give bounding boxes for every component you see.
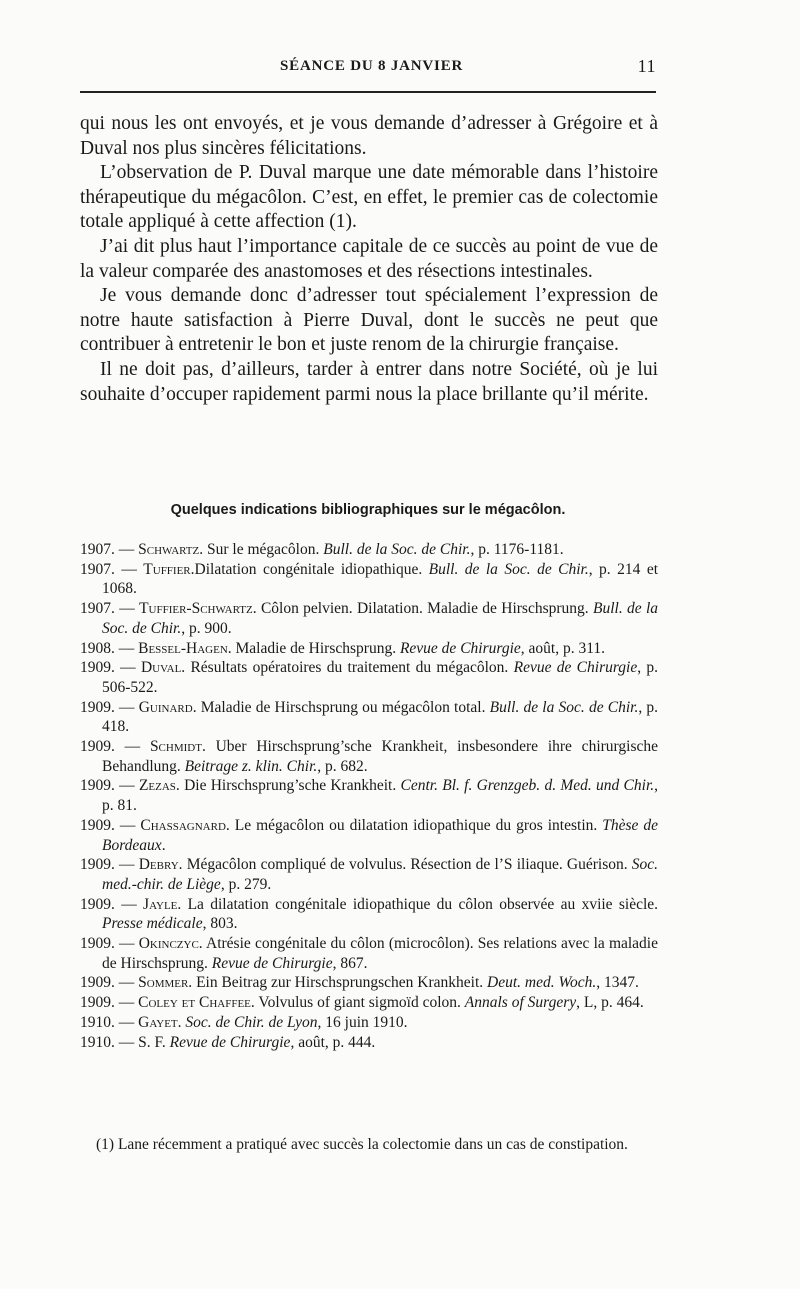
entry-year: 1909. — (80, 974, 135, 992)
entry-text: Sur le mégacôlon. (207, 541, 320, 558)
page-number: 11 (637, 56, 656, 76)
entry-year: 1909. — (80, 994, 135, 1012)
entry-rest: . (161, 836, 166, 854)
entry-year: 1909. — (80, 895, 137, 913)
entry-rest: , L, p. 464. (576, 994, 644, 1012)
bibliography-entry (80, 776, 658, 815)
entry-year: 1909. — (80, 935, 135, 953)
entry-source: Soc. de Chir. de Lyon (185, 1013, 318, 1031)
entry-rest: , 803. (202, 915, 238, 933)
bibliography-list (80, 540, 658, 1052)
entry-source: Thèse de Bordeaux (102, 816, 659, 854)
bibliography-entry (80, 855, 658, 894)
entry-text: Maladie de Hirschsprung ou mégacôlon total. (200, 698, 486, 716)
page-header (80, 54, 656, 84)
entry-rest: , 1347. (596, 974, 639, 992)
entry-year: 1909. — (80, 659, 136, 677)
entry-author: Duval. (140, 659, 186, 677)
entry-rest: , p. 418. (102, 698, 659, 736)
entry-text: Côlon pelvien. Dilatation. Maladie de Hirschsprung. (260, 600, 589, 618)
entry-year: 1909. — (80, 738, 141, 756)
entry-rest: , p. 81. (102, 777, 659, 815)
paragraph: J’ai dit plus haut l’importance capitale de ce succès au point de vue de la valeur comparée des anastomoses et des résections intestinales. (80, 235, 658, 282)
entry-author: Bessel-Hagen. (138, 639, 232, 657)
entry-year: 1909. — (80, 816, 136, 834)
entry-text: Ein Beitrag zur Hirschsprungschen Krankheit. (196, 974, 484, 992)
header-rule (80, 91, 656, 93)
bibliography-title: Quelques indications bibliographiques sur le mégacôlon. (170, 502, 566, 518)
bibliography-entry (80, 993, 658, 1013)
entry-author: Guinard. (138, 698, 197, 716)
entry-source: Soc. med.-chir. de Liège (102, 856, 659, 893)
bibliography-entry (80, 816, 658, 855)
bibliography-entry (80, 973, 658, 993)
bibliography-entry (80, 1013, 658, 1033)
entry-author: Okinczyc. (138, 935, 203, 953)
entry-rest: , p. 682. (317, 757, 368, 775)
entry-author: Sommer. (138, 974, 193, 992)
paragraph: Il ne doit pas, d’ailleurs, tarder à entrer dans notre Société, où je lui souhaite d’occuper rapidement parmi nous la place brillante qu’il mérite. (80, 358, 658, 405)
entry-author: Coley et Chaffee. (138, 994, 255, 1012)
running-title: SÉANCE DU 8 JANVIER (280, 58, 464, 74)
bibliography-entry (80, 895, 658, 934)
entry-text: Résultats opératoires du traitement du mégacôlon. (190, 659, 509, 677)
entry-text: Dilatation congénitale idiopathique. (194, 560, 423, 578)
entry-rest: , août, p. 311. (520, 639, 606, 657)
entry-rest: , p. 900. (181, 619, 232, 637)
entry-author: Chassagnard. (140, 816, 230, 834)
paragraph: Je vous demande donc d’adresser tout spécialement l’expression de notre haute satisfaction à Pierre Duval, dont le succès ne peut que contribuer à entretenir le bon et juste renom de la chirurgie française. (80, 285, 658, 356)
entry-year: 1910. — (80, 1033, 135, 1051)
entry-rest: , p. 279. (220, 875, 272, 893)
bibliography-entry (80, 737, 658, 776)
bibliography-entry (80, 639, 658, 659)
entry-text: La dilatation congénitale idiopathique du côlon observée au xviie siècle. (187, 895, 659, 913)
bibliography-entry (80, 698, 658, 737)
entry-rest: , 16 juin 1910. (317, 1013, 408, 1031)
entry-source: Bull. de la Soc. de Chir. (323, 541, 471, 558)
entry-author: Jayle. (143, 895, 182, 913)
entry-text: Mégacôlon compliqué de volvulus. Résection de l’S iliaque. Guérison. (186, 856, 628, 874)
entry-source: Revue de Chirurgie (399, 639, 521, 657)
entry-year: 1907. — (80, 560, 137, 578)
entry-author: Schmidt. (149, 738, 206, 756)
entry-source: Presse médicale (102, 915, 203, 933)
entry-source: Revue de Chirurgie (513, 659, 638, 677)
entry-text: Volvulus of giant sigmoïd colon. (258, 994, 461, 1012)
entry-source: Bull. de la Soc. de Chir. (489, 698, 639, 716)
entry-text: Le mégacôlon ou dilatation idiopathique du gros intestin. (234, 816, 598, 834)
entry-source: Centr. Bl. f. Grenzgeb. d. Med. und Chir. (400, 777, 655, 795)
entry-year: 1909. — (80, 698, 135, 716)
entry-source: Beitrage z. klin. Chir. (184, 757, 318, 775)
bibliography-entry (80, 658, 658, 697)
bibliography-entry (80, 540, 658, 560)
bibliography-entry (80, 560, 658, 599)
entry-rest: , p. 506-522. (102, 659, 659, 696)
footnote-text: (1) Lane récemment a pratiqué avec succès la colectomie dans un cas de constipation. (96, 1136, 628, 1153)
entry-author: Debry. (138, 856, 183, 874)
entry-source: Bull. de la Soc. de Chir. (428, 560, 589, 578)
entry-source: Annals of Surgery (464, 994, 577, 1012)
entry-source: Deut. med. Woch. (487, 974, 597, 992)
entry-author: Zezas. (138, 777, 180, 795)
entry-year: 1909. — (80, 777, 135, 795)
entry-source: Revue de Chirurgie (211, 954, 333, 972)
entry-text: Maladie de Hirschsprung. (235, 639, 397, 657)
entry-rest: , p. 1176-1181. (470, 541, 564, 558)
entry-source: Revue de Chirurgie (169, 1033, 291, 1051)
entry-author: S. F. (138, 1033, 166, 1051)
bibliography-entry (80, 934, 658, 973)
entry-source: Bull. de la Soc. de Chir. (102, 600, 659, 637)
entry-year: 1907. — (80, 541, 135, 558)
entry-author: Gayet. (138, 1013, 182, 1031)
entry-text: Atrésie congénitale du côlon (microcôlon). Ses relations avec la maladie de Hirschsprung. (102, 935, 658, 972)
paragraph: qui nous les ont envoyés, et je vous demande d’adresser à Grégoire et à Duval nos plus sincères félicitations. (80, 113, 658, 159)
entry-text: Uber Hirschsprung’sche Krankheit, insbesondere ihre chirurgische Behandlung. (102, 738, 659, 775)
footnote (80, 1135, 658, 1155)
entry-year: 1910. — (80, 1013, 135, 1031)
bibliography-entry (80, 599, 658, 638)
entry-year: 1909. — (80, 856, 135, 874)
entry-author: Schwartz. (138, 541, 204, 558)
main-text (80, 112, 658, 407)
bibliography-entry (80, 1033, 658, 1053)
entry-year: 1907. — (80, 600, 135, 618)
entry-text: Die Hirschsprung’sche Krankheit. (184, 777, 397, 795)
entry-author: Tuffier-Schwartz. (139, 600, 257, 618)
entry-rest: , août, p. 444. (290, 1033, 376, 1051)
entry-rest: , 867. (332, 954, 368, 972)
paragraph: L’observation de P. Duval marque une date mémorable dans l’histoire thérapeutique du mégacôlon. C’est, en effet, le premier cas de colectomie totale appliqué à cette affection (1). (80, 162, 658, 233)
entry-author: Tuffier. (143, 560, 195, 578)
entry-year: 1908. — (80, 639, 135, 657)
entry-rest: , p. 214 et 1068. (102, 560, 659, 598)
